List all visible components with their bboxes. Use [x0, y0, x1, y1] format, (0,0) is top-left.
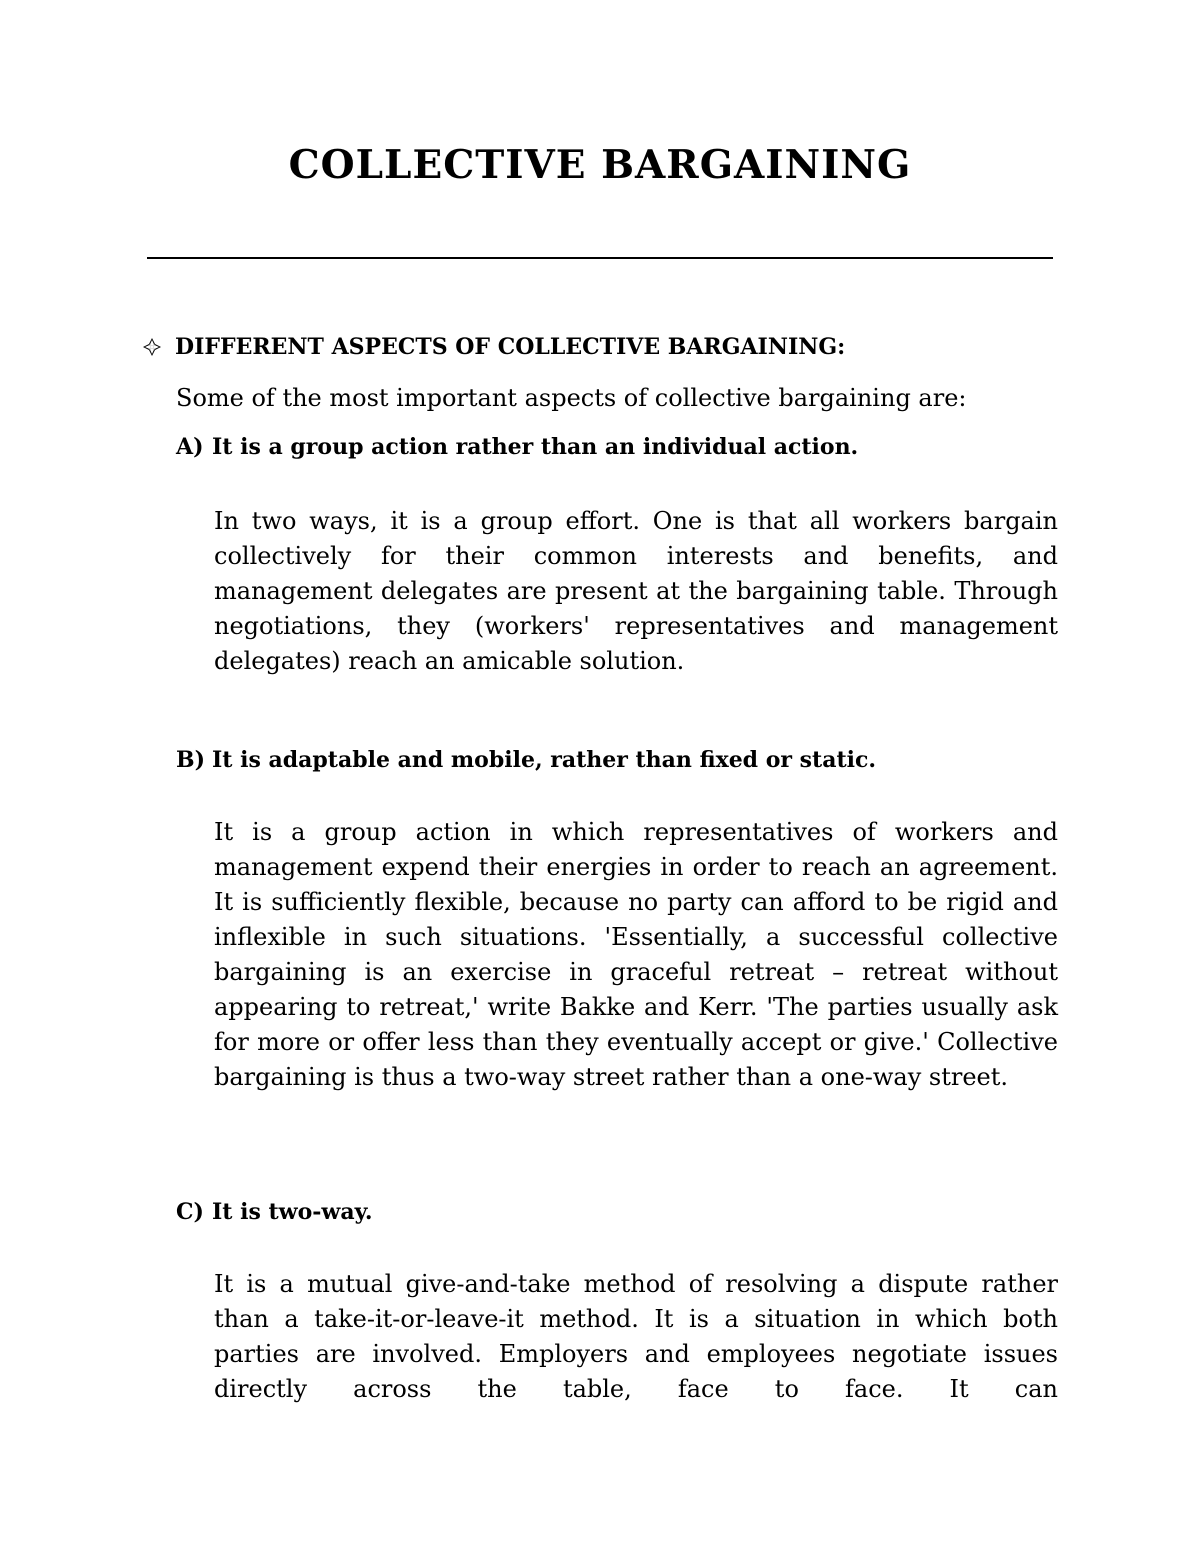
point-heading-text: It is a group action rather than an individual action. [212, 434, 859, 460]
intro-text: Some of the most important aspects of collective bargaining are: [176, 384, 967, 412]
point-heading-text: It is adaptable and mobile, rather than fixed or static. [212, 747, 877, 773]
point-body-a: In two ways, it is a group effort. One is that all workers bargain collectively for their common interests and benefits, and management delegates are present at the bargaining table. Through negotiations, they (workers' representatives and management delegates) reach an amicable solution. [214, 507, 1058, 675]
section-heading-text: DIFFERENT ASPECTS OF COLLECTIVE BARGAINING: [175, 334, 846, 360]
diamond-bullet-icon [141, 336, 163, 358]
point-heading-c [176, 1199, 373, 1225]
section-heading [141, 334, 845, 360]
point-heading-b [176, 747, 876, 773]
point-letter: B) [176, 747, 206, 773]
point-body-b: It is a group action in which representatives of workers and management expend their energies in order to reach an agreement. It is sufficiently flexible, because no party can afford to be rigid and inflexible in such situations. 'Essentially, a successful collective bargaining is an exercise in graceful retreat – retreat without appearing to retreat,' write Bakke and Kerr. 'The parties usually ask for more or offer less than they eventually accept or give.' Collective bargaining is thus a two-way street rather than a one-way street. [214, 818, 1058, 1091]
point-heading-text: It is two-way. [212, 1199, 373, 1225]
title-underline [147, 257, 1053, 259]
point-letter: C) [176, 1199, 204, 1225]
page-title: COLLECTIVE BARGAINING [288, 142, 912, 188]
point-letter: A) [176, 434, 204, 460]
point-heading-a [176, 434, 858, 460]
point-body-c: It is a mutual give-and-take method of resolving a dispute rather than a take-it-or-leave-it method. It is a situation in which both parties are involved. Employers and employees negotiate issues directly across the table, face to face. It can [214, 1270, 1058, 1403]
